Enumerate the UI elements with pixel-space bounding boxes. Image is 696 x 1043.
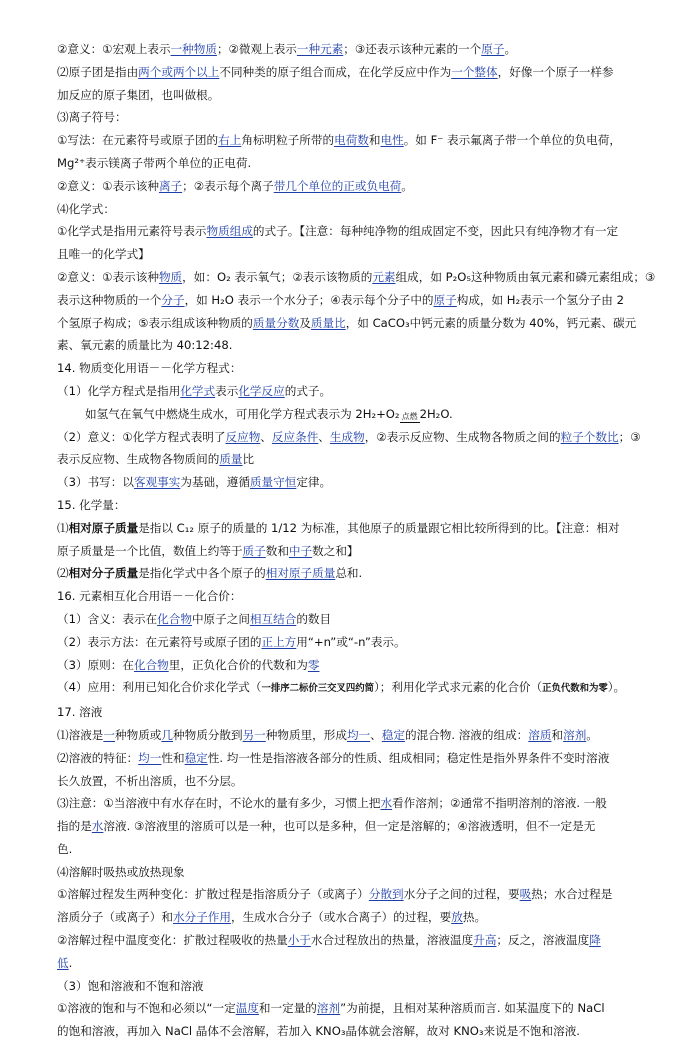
text-run: 的式子。【注意：每种纯净物的组成固定不变，因此只有纯净物才有一定 — [252, 224, 619, 239]
text-run: ，如 H₂O 表示一个水分子；④表示每个分子中的 — [184, 292, 434, 307]
underlined-answer: 电性 — [380, 133, 404, 148]
small-note: 正负代数和为零 — [542, 683, 608, 695]
text-line — [57, 975, 666, 998]
text-run: 的饱和溶液，再加入 NaCl 晶体不会溶解，若加入 KNO₃晶体就会溶解，故对 KNO₃来说是不饱和溶液. — [57, 1024, 580, 1039]
text-run: 如氢气在氧气中燃烧生成水，可用化学方程式表示为 2H₂+O₂ — [85, 406, 400, 421]
text-run: 、 — [260, 429, 272, 444]
underlined-answer: 反应物 — [225, 429, 261, 444]
underlined-answer: 原子 — [433, 292, 457, 307]
text-run: 是指以 C₁₂ 原子的质量的 1/12 为标准，其他原子的质量跟它相比较所得到的比。【注意：相对 — [138, 520, 620, 535]
underlined-answer: 质量比 — [310, 315, 346, 330]
underlined-answer: 元素 — [372, 269, 396, 284]
text-run: ）；利用化学式求元素的化合价（ — [374, 680, 543, 695]
bold-term: 相对分子质量 — [68, 566, 139, 581]
underlined-answer: 溶剂 — [316, 1001, 341, 1016]
text-line — [57, 220, 666, 243]
text-line — [57, 654, 666, 677]
text-run: 和一定量的 — [258, 1001, 317, 1016]
underlined-answer: 化学反应 — [238, 383, 285, 398]
text-run: 比 — [242, 452, 255, 467]
text-run: 角标明粒子所带的 — [241, 133, 335, 148]
underlined-answer: 零 — [307, 657, 320, 672]
text-run: （1）含义：表示在 — [57, 611, 158, 626]
text-line — [57, 631, 666, 654]
text-line — [57, 175, 666, 198]
text-run: 且唯一的化学式】 — [57, 247, 150, 262]
underlined-answer: 物质 — [158, 269, 183, 284]
text-line — [57, 701, 666, 724]
text-run: ；反之，溶液温度 — [496, 933, 590, 948]
text-run: ①化学式是指用元素符号表示 — [57, 224, 207, 239]
underlined-answer: 一 — [103, 727, 115, 742]
text-run: ⑵原子团是指由 — [57, 64, 139, 79]
text-run: ①溶解过程发生两种变化：扩散过程是指溶质分子（或离子） — [57, 887, 369, 902]
text-run: 数和 — [265, 543, 289, 558]
underlined-answer: 均一 — [138, 750, 162, 765]
text-run: 总和. — [335, 566, 363, 581]
text-run: 热；水合过程是 — [531, 887, 613, 902]
underlined-answer: 生成物 — [329, 429, 365, 444]
text-line — [57, 747, 666, 770]
text-run: ，生成水合分子（或水合离子）的过程，要 — [230, 910, 452, 925]
text-run: 不同种类的原子组合而成，在化学反应中作为 — [219, 64, 452, 79]
text-line — [57, 838, 666, 861]
text-line — [57, 815, 666, 838]
text-run: ，如 CaCO₃中钙元素的质量分数为 40%，钙元素、碳元 — [345, 315, 637, 330]
text-run: （2）表示方法：在元素符号或原子团的 — [57, 634, 262, 649]
text-run: （3）饱和溶液和不饱和溶液 — [57, 978, 204, 993]
underlined-answer: 水 — [380, 796, 393, 811]
underlined-answer: 一个整体 — [451, 64, 498, 79]
text-line — [57, 403, 666, 426]
text-run: ①写法：在元素符号或原子团的 — [57, 133, 219, 148]
underlined-answer: 降 — [589, 933, 601, 948]
text-line — [57, 1020, 666, 1043]
underlined-answer: 一种元素 — [296, 42, 344, 56]
underlined-answer: 分子 — [161, 292, 185, 307]
text-run: ⑴溶液是 — [57, 727, 104, 742]
text-line — [57, 471, 666, 494]
text-line — [57, 608, 666, 631]
underlined-answer: 分散到 — [368, 887, 404, 902]
underlined-answer: 几 — [161, 727, 173, 742]
text-run: 长久放置，不析出溶质，也不分层。 — [57, 773, 243, 788]
text-run: 个氢原子构成；⑤表示组成该种物质的 — [57, 315, 253, 330]
text-run: 定律。 — [296, 475, 332, 490]
text-run: 表示这种物质的一个 — [57, 292, 162, 307]
underlined-answer: 稳定 — [381, 727, 405, 742]
text-run: 的混合物. 溶液的组成： — [404, 727, 529, 742]
text-line — [57, 289, 666, 312]
text-run: 指的是 — [57, 819, 92, 834]
text-run: ②意义：①表示该种 — [57, 178, 159, 193]
text-run: 溶质分子（或离子）和 — [57, 910, 173, 925]
underlined-answer: 离子 — [158, 178, 183, 193]
underlined-answer: 两个或两个以上 — [138, 64, 220, 79]
text-line — [57, 380, 666, 403]
text-run: 溶液. ③溶液里的溶质可以是一种，也可以是多种，但一定是溶解的；④溶液透明，但不一定是无 — [103, 819, 596, 834]
underlined-answer: 水 — [91, 819, 104, 834]
text-run: ⑶离子符号： — [57, 110, 127, 125]
text-run: ⑷化学式： — [57, 201, 115, 216]
text-line — [57, 494, 666, 517]
text-run: 种物质或 — [115, 727, 162, 742]
text-run: （1）化学方程式是指用 — [57, 383, 181, 398]
text-run: 的数目 — [296, 611, 332, 626]
underlined-answer: 小于 — [287, 933, 311, 948]
text-line — [57, 84, 666, 107]
text-run: 里，正负化合价的代数和为 — [168, 657, 308, 672]
underlined-answer: 溶剂 — [563, 727, 587, 742]
text-run: ；③ — [618, 429, 641, 444]
text-run: 原子质量是一个比值，数值上约等于 — [57, 543, 243, 558]
text-run: ②意义：①宏观上表示 — [57, 42, 171, 56]
underlined-answer: 质量分数 — [252, 315, 300, 330]
text-run: 。如 F⁻ 表示氟离子带一个单位的负电荷， — [403, 133, 621, 148]
underlined-answer: 低 — [57, 955, 69, 970]
text-run: 水分子之间的过程，要 — [403, 887, 520, 902]
text-line — [57, 266, 666, 289]
text-run: 是指化学式中各个原子的 — [138, 566, 266, 581]
text-run: ⑴ — [57, 520, 69, 535]
underlined-answer: 稳定 — [184, 750, 208, 765]
text-line — [57, 997, 666, 1020]
text-run: 、 — [370, 727, 382, 742]
underlined-answer: 质量 — [219, 452, 243, 467]
text-run: 看作溶剂；②通常不指明溶剂的溶液. 一般 — [392, 796, 607, 811]
text-run: 17. 溶液 — [57, 705, 103, 720]
text-run: 16. 元素相互化合用语－－化合价： — [57, 589, 242, 604]
underlined-answer: 物质组成 — [206, 224, 253, 239]
text-run: 种物质分散到 — [173, 727, 243, 742]
underlined-answer: 原子 — [481, 42, 505, 56]
text-line — [57, 38, 666, 61]
document-body — [57, 38, 666, 1043]
equation-product — [400, 407, 453, 421]
underlined-answer: 化合物 — [133, 657, 169, 672]
text-run: 的式子。 — [284, 383, 332, 398]
text-run: （2）意义：①化学方程式表明了 — [57, 429, 226, 444]
text-run: 14. 物质变化用语－－化学方程式： — [57, 361, 242, 376]
text-run: （4）应用：利用已知化合价求化学式（ — [57, 680, 262, 695]
underlined-answer: 正上方 — [261, 634, 297, 649]
underlined-answer: 带几个单位的正或负电荷 — [273, 178, 402, 193]
product-text: 2H₂O. — [419, 406, 453, 421]
underlined-answer: 电荷数 — [334, 133, 369, 148]
text-run: 种物质里，形成 — [265, 727, 347, 742]
text-run: （3）原则：在 — [57, 657, 134, 672]
bold-term: 相对原子质量 — [68, 520, 139, 535]
text-run: ；②表示每个离子 — [182, 178, 274, 193]
text-run: 构成，如 H₂表示一个氢分子由 2 — [456, 292, 624, 307]
text-run: 表示反应物、生成物各物质间的 — [57, 452, 220, 467]
underlined-answer: 水分子作用 — [172, 910, 231, 925]
underlined-answer: 中子 — [288, 543, 313, 558]
text-line — [57, 334, 666, 357]
text-line — [57, 106, 666, 129]
text-run: ②意义：①表示该种 — [57, 269, 159, 284]
text-run: 。 — [504, 42, 517, 56]
text-line — [57, 724, 666, 747]
text-line — [57, 562, 666, 585]
text-run: ，②表示反应物、生成物各物质之间的 — [364, 429, 561, 444]
text-run: 15. 化学量： — [57, 497, 126, 512]
underlined-answer: 放 — [451, 910, 463, 925]
underlined-answer: 升高 — [473, 933, 497, 948]
text-line — [57, 906, 666, 929]
text-line — [57, 792, 666, 815]
text-line — [57, 676, 666, 701]
text-line — [57, 770, 666, 793]
underlined-answer: 质量守恒 — [249, 475, 297, 490]
text-run: 为基础，遵循 — [180, 475, 250, 490]
text-run: . — [68, 955, 73, 970]
text-run: ，好像一个原子一样参 — [497, 64, 614, 79]
underlined-answer: 客观事实 — [133, 475, 181, 490]
text-run: （3）书写：以 — [57, 475, 134, 490]
text-line — [57, 129, 666, 152]
text-line — [57, 312, 666, 335]
text-run: 性. 均一性是指溶液各部分的性质、组成相同；稳定性是指外界条件不变时溶液 — [207, 750, 610, 765]
text-line — [57, 952, 666, 975]
text-line — [57, 517, 666, 540]
text-run: Mg²⁺表示镁离子带两个单位的正电荷. — [57, 155, 252, 170]
text-run: 和 — [368, 133, 381, 148]
text-run: ”为前提，且相对某种溶质而言. 如某温度下的 NaCl — [340, 1001, 605, 1016]
text-run: ⑵溶液的特征： — [57, 750, 139, 765]
underlined-answer: 粒子个数比 — [560, 429, 619, 444]
underlined-answer: 化学式 — [180, 383, 216, 398]
text-run: 色. — [57, 841, 73, 856]
text-line — [57, 929, 666, 952]
text-line — [57, 243, 666, 266]
text-run: 、 — [318, 429, 330, 444]
text-run: 。 — [401, 178, 413, 193]
text-run: ②溶解过程中温度变化：扩散过程吸收的热量 — [57, 933, 288, 948]
text-line — [57, 61, 666, 84]
text-run: ；②微观上表示 — [216, 42, 297, 56]
text-run: 性和 — [161, 750, 185, 765]
text-run: 中原子之间 — [191, 611, 250, 626]
text-run: ，如：O₂ 表示氧气；②表示该物质的 — [182, 269, 373, 284]
underlined-answer: 吸 — [519, 887, 532, 902]
text-run: ⑵ — [57, 566, 69, 581]
underlined-answer: 反应条件 — [271, 429, 319, 444]
reaction-condition: 点燃 — [401, 411, 418, 421]
text-line — [57, 152, 666, 175]
text-run: 用“+n”或“-n”表示。 — [296, 634, 406, 649]
underlined-answer: 相互结合 — [249, 611, 297, 626]
text-line — [57, 861, 666, 884]
text-run: ①溶液的饱和与不饱和必须以“一定 — [57, 1001, 236, 1016]
text-line — [57, 198, 666, 221]
text-line — [57, 448, 666, 471]
text-run: 素、氧元素的质量比为 40:12:48. — [57, 338, 233, 353]
text-run: 热。 — [462, 910, 487, 925]
text-run: 和 — [551, 727, 564, 742]
underlined-answer: 温度 — [235, 1001, 259, 1016]
text-line — [57, 883, 666, 906]
text-line — [57, 426, 666, 449]
text-line — [57, 540, 666, 563]
underlined-answer: 化合物 — [157, 611, 192, 626]
underlined-answer: 另一 — [242, 727, 266, 742]
underlined-answer: 均一 — [346, 727, 371, 742]
text-run: ⑶注意：①当溶液中有水存在时，不论水的量有多少，习惯上把 — [57, 796, 381, 811]
text-run: 数之和】 — [312, 543, 359, 558]
text-line — [57, 585, 666, 608]
underlined-answer: 一种物质 — [170, 42, 217, 56]
text-run: 。 — [586, 727, 598, 742]
text-run: 表示 — [215, 383, 239, 398]
text-run: ；③还表示该种元素的一个 — [343, 42, 482, 56]
text-run: ⑷溶解时吸热或放热现象 — [57, 864, 185, 879]
text-line — [57, 357, 666, 380]
underlined-answer: 溶质 — [528, 727, 552, 742]
underlined-answer: 质子 — [242, 543, 266, 558]
underlined-answer: 右上 — [218, 133, 242, 148]
text-run: 加反应的原子集团，也叫做根。 — [57, 87, 220, 102]
small-note: 一排序二标价三交叉四约简 — [261, 683, 374, 695]
text-run: 及 — [299, 315, 311, 330]
reaction-condition-arrow — [400, 411, 420, 423]
underlined-answer: 相对原子质量 — [265, 566, 336, 581]
text-run: 组成，如 P₂O₅这种物质由氧元素和磷元素组成；③ — [395, 269, 656, 284]
text-run: 水合过程放出的热量，溶液温度 — [310, 933, 474, 948]
text-run: ）。 — [607, 680, 626, 695]
